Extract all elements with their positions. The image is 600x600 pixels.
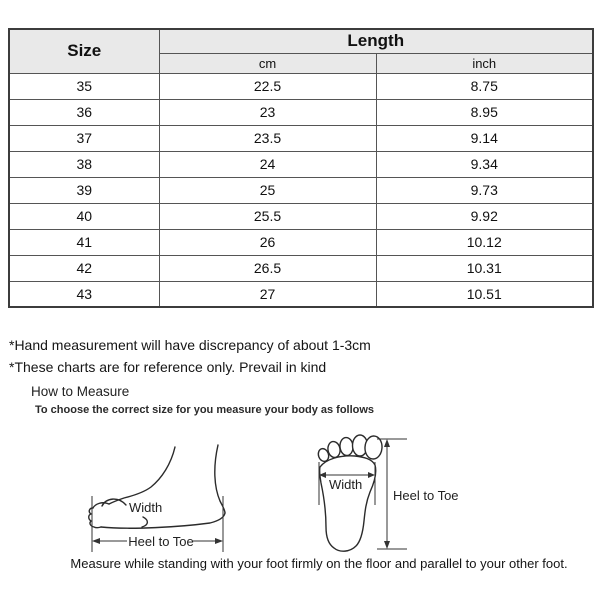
note-reference-only: *These charts are for reference only. Prevail in kind bbox=[9, 359, 327, 375]
cell-cm: 23.5 bbox=[159, 125, 376, 151]
cell-inch: 9.34 bbox=[376, 151, 593, 177]
size-row bbox=[9, 229, 593, 255]
size-row bbox=[9, 73, 593, 99]
size-chart-table bbox=[8, 28, 594, 308]
size-row bbox=[9, 255, 593, 281]
cell-inch: 10.51 bbox=[376, 281, 593, 307]
foot-side-view-drawing bbox=[80, 428, 330, 558]
cell-size: 36 bbox=[9, 99, 159, 125]
cell-size: 39 bbox=[9, 177, 159, 203]
cell-inch: 8.75 bbox=[376, 73, 593, 99]
header-size: Size bbox=[9, 29, 159, 73]
cell-size: 41 bbox=[9, 229, 159, 255]
cell-size: 42 bbox=[9, 255, 159, 281]
how-to-measure-subtitle: To choose the correct size for you measure your body as follows bbox=[35, 404, 375, 416]
header-unit-inch: inch bbox=[376, 53, 593, 73]
cell-cm: 27 bbox=[159, 281, 376, 307]
cell-cm: 23 bbox=[159, 99, 376, 125]
header-unit-cm: cm bbox=[159, 53, 376, 73]
width-label: Width bbox=[129, 500, 163, 515]
size-row bbox=[9, 177, 593, 203]
size-row bbox=[9, 281, 593, 307]
cell-size: 43 bbox=[9, 281, 159, 307]
cell-inch: 10.31 bbox=[376, 255, 593, 281]
how-to-measure-title: How to Measure bbox=[31, 384, 130, 399]
heel-to-toe-label: Heel to Toe bbox=[393, 488, 459, 503]
cell-size: 40 bbox=[9, 203, 159, 229]
width-label: Width bbox=[329, 477, 363, 492]
cell-inch: 9.14 bbox=[376, 125, 593, 151]
cell-size: 38 bbox=[9, 151, 159, 177]
note-hand-measurement: *Hand measurement will have discrepancy of about 1-3cm bbox=[9, 337, 371, 353]
measure-instruction-footer: Measure while standing with your foot firmly on the floor and parallel to your other foot. bbox=[70, 556, 568, 571]
foot-side-view-diagram bbox=[80, 428, 330, 558]
cell-size: 37 bbox=[9, 125, 159, 151]
cell-size: 35 bbox=[9, 73, 159, 99]
cell-cm: 26.5 bbox=[159, 255, 376, 281]
cell-inch: 10.12 bbox=[376, 229, 593, 255]
cell-cm: 25 bbox=[159, 177, 376, 203]
cell-cm: 26 bbox=[159, 229, 376, 255]
cell-cm: 22.5 bbox=[159, 73, 376, 99]
cell-inch: 9.73 bbox=[376, 177, 593, 203]
cell-cm: 25.5 bbox=[159, 203, 376, 229]
size-chart-body bbox=[9, 73, 593, 307]
size-row bbox=[9, 125, 593, 151]
heel-to-toe-label: Heel to Toe bbox=[128, 534, 194, 549]
size-row bbox=[9, 99, 593, 125]
foot-sole-view-drawing bbox=[300, 425, 470, 560]
cell-inch: 9.92 bbox=[376, 203, 593, 229]
header-length: Length bbox=[159, 29, 593, 53]
foot-sole-view-diagram bbox=[300, 425, 470, 560]
size-row bbox=[9, 203, 593, 229]
size-row bbox=[9, 151, 593, 177]
disclaimer-notes bbox=[9, 334, 371, 378]
cell-inch: 8.95 bbox=[376, 99, 593, 125]
cell-cm: 24 bbox=[159, 151, 376, 177]
